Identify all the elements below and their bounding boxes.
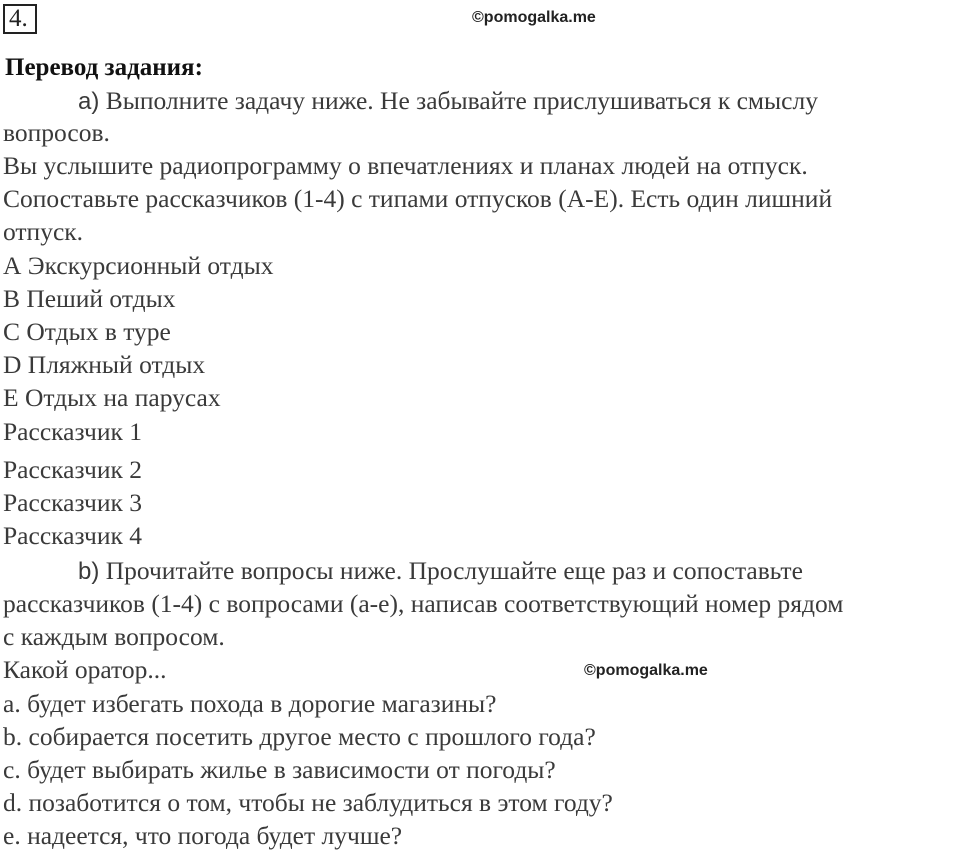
task-number-box: 4. <box>3 4 37 34</box>
holiday-type-c: С Отдых в туре <box>3 317 171 346</box>
holiday-type-a: А Экскурсионный отдых <box>3 251 274 280</box>
holiday-type-e: Е Отдых на парусах <box>3 383 221 412</box>
part-b-line-4: Какой оратор... <box>3 655 167 684</box>
part-b-line-2: рассказчиков (1-4) с вопросами (a-e), написав соответствующий номер рядом <box>3 589 844 618</box>
part-a-line-2: вопросов. <box>3 118 110 147</box>
question-b: b. собирается посетить другое место с прошлого года? <box>3 722 596 751</box>
question-d: d. позаботится о том, чтобы не заблудиться в этом году? <box>3 788 613 817</box>
holiday-type-b: В Пеший отдых <box>3 284 176 313</box>
part-a-text-1: Выполните задачу ниже. Не забывайте прислушиваться к смыслу <box>105 86 818 115</box>
speaker-2: Рассказчик 2 <box>3 455 143 484</box>
question-c: c. будет выбирать жилье в зависимости от погоды? <box>3 755 556 784</box>
part-b-line-1 <box>78 556 803 587</box>
watermark-middle: ©pomogalka.me <box>584 662 708 679</box>
part-a-line-1 <box>78 86 818 117</box>
part-b-text-1: Прочитайте вопросы ниже. Прослушайте еще раз и сопоставьте <box>105 556 803 585</box>
speaker-4: Рассказчик 4 <box>3 521 143 550</box>
question-e: e. надеется, что погода будет лучше? <box>3 821 403 850</box>
question-a: a. будет избегать похода в дорогие магазины? <box>3 689 497 718</box>
watermark-top: ©pomogalka.me <box>472 9 596 26</box>
part-a-line-3: Вы услышите радиопрограмму о впечатлениях и планах людей на отпуск. <box>3 151 808 180</box>
speaker-3: Рассказчик 3 <box>3 488 143 517</box>
part-a-marker: a) <box>78 88 100 115</box>
page-heading: Перевод задания: <box>5 54 203 81</box>
holiday-type-d: D Пляжный отдых <box>3 350 206 379</box>
part-a-line-5: отпуск. <box>3 217 84 246</box>
part-b-line-3: с каждым вопросом. <box>3 622 225 651</box>
speaker-1: Рассказчик 1 <box>3 417 143 446</box>
part-a-line-4: Сопоставьте рассказчиков (1-4) с типами отпусков (А-Е). Есть один лишний <box>3 184 833 213</box>
part-b-marker: b) <box>78 558 100 585</box>
